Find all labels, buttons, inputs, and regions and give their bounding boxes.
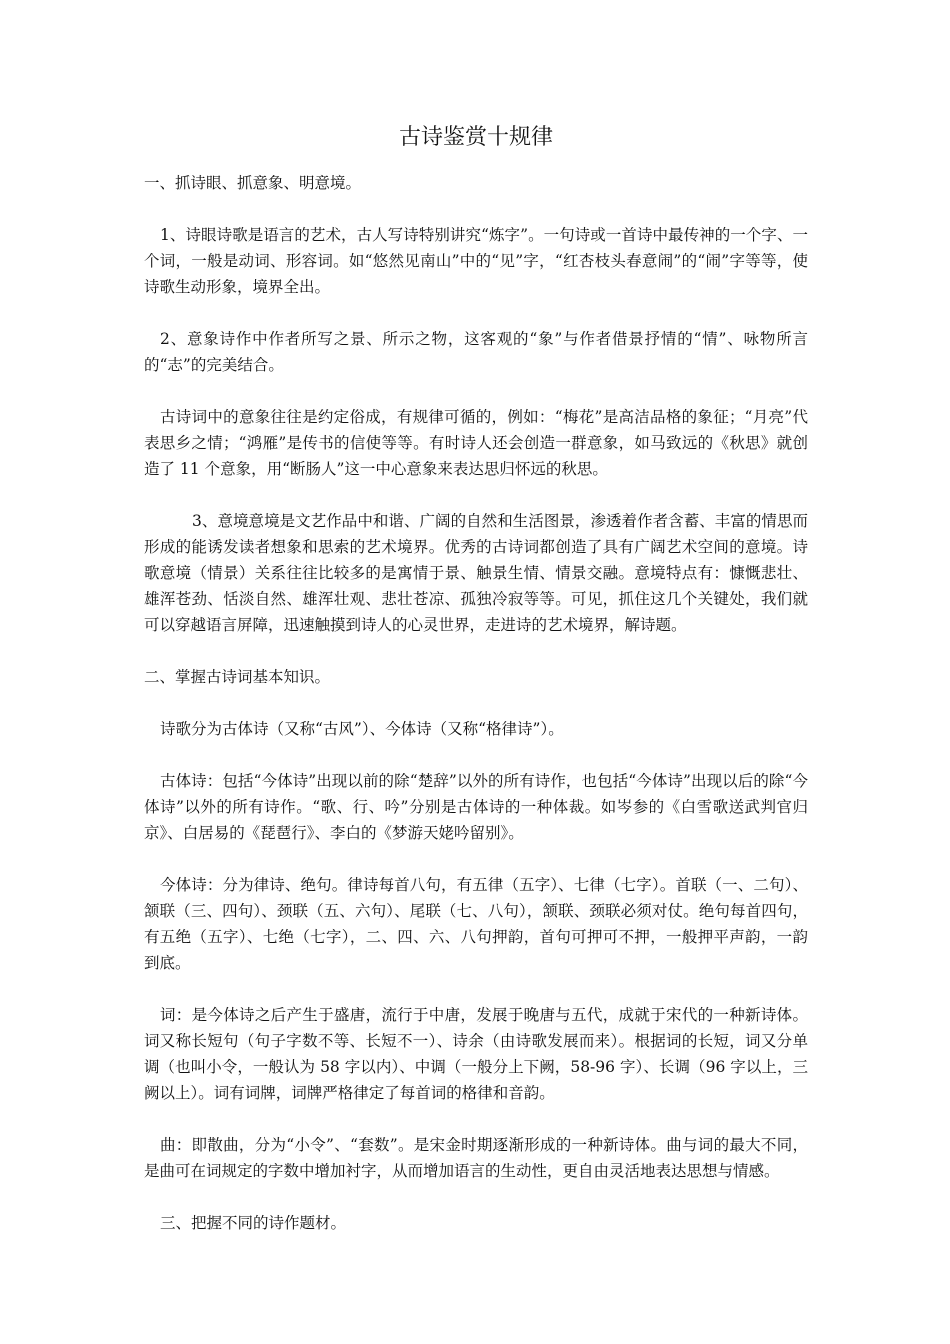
- document-title: 古诗鉴赏十规律: [398, 125, 553, 150]
- heading-section-2: 二、掌握古诗词基本知识。: [144, 668, 331, 686]
- paragraph-ancient-style: 古体诗：包括“今体诗”出现以前的除“楚辞”以外的所有诗作，也包括“今体诗”出现以后的除“今体诗”以外的所有诗作。“歌、行、吟”分别是古体诗的一种体裁。如岑参的《白雪歌送武判官归京》、白居易的《琵琶行》、李白的《梦游天姥吟留别》。: [144, 772, 808, 842]
- paragraph-poetic-eye: 1、诗眼诗歌是语言的艺术，古人写诗特别讲究“炼字”。一句诗或一首诗中最传神的一个字、一个词，一般是动词、形容词。如“悠然见南山”中的“见”字，“红杏枝头春意闹”的“闹”字等等，使诗歌生动形象，境界全出。: [144, 226, 808, 296]
- paragraph-ci: 词：是今体诗之后产生于盛唐，流行于中唐，发展于晚唐与五代，成就于宋代的一种新诗体。词又称长短句（句子字数不等、长短不一）、诗余（由诗歌发展而来）。根据词的长短，词又分单调（也叫小令，一般认为 58 字以内）、中调（一般分上下阙，58-96 字）、长调（96 字以上，三阙以上）。词有词牌，词牌严格律定了每首词的格律和音韵。: [144, 1006, 808, 1102]
- paragraph-qu: 曲：即散曲，分为“小令”、“套数”。是宋金时期逐渐形成的一种新诗体。曲与词的最大不同，是曲可在词规定的字数中增加衬字，从而增加语言的生动性，更自由灵活地表达思想与情感。: [144, 1136, 808, 1180]
- heading-section-1: 一、抓诗眼、抓意象、明意境。: [144, 174, 362, 192]
- paragraph-artistic-conception: 3、意境意境是文艺作品中和谐、广阔的自然和生活图景，渗透着作者含蓄、丰富的情思而形成的能诱发读者想象和思索的艺术境界。优秀的古诗词都创造了具有广阔艺术空间的意境。诗歌意境（情景）关系往往比较多的是寓情于景、触景生情、情景交融。意境特点有：慷慨悲壮、雄浑苍劲、恬淡自然、雄浑壮观、悲壮苍凉、孤独冷寂等等。可见，抓住这几个关键处，我们就可以穿越语言屏障，迅速触摸到诗人的心灵世界，走进诗的艺术境界，解诗题。: [144, 512, 808, 634]
- paragraph-imagery: 2、意象诗作中作者所写之景、所示之物，这客观的“象”与作者借景抒情的“情”、咏物所言的“志”的完美结合。: [144, 330, 808, 374]
- paragraph-poetry-types: 诗歌分为古体诗（又称“古风”）、今体诗（又称“格律诗”）。: [160, 720, 564, 738]
- document-body: [144, 112, 808, 1262]
- paragraph-imagery-examples: 古诗词中的意象往往是约定俗成，有规律可循的，例如：“梅花”是高洁品格的象征；“月亮”代表思乡之情；“鸿雁”是传书的信使等等。有时诗人还会创造一群意象，如马致远的《秋思》就创造了 11 个意象，用“断肠人”这一中心意象来表达思归怀远的秋思。: [144, 408, 808, 478]
- paragraph-modern-style: 今体诗：分为律诗、绝句。律诗每首八句，有五律（五字）、七律（七字）。首联（一、二句）、颔联（三、四句）、颈联（五、六句）、尾联（七、八句），颔联、颈联必须对仗。绝句每首四句，有五绝（五字）、七绝（七字），二、四、六、八句押韵，首句可押可不押，一般押平声韵，一韵到底。: [144, 876, 808, 972]
- heading-section-3: 三、把握不同的诗作题材。: [160, 1214, 347, 1232]
